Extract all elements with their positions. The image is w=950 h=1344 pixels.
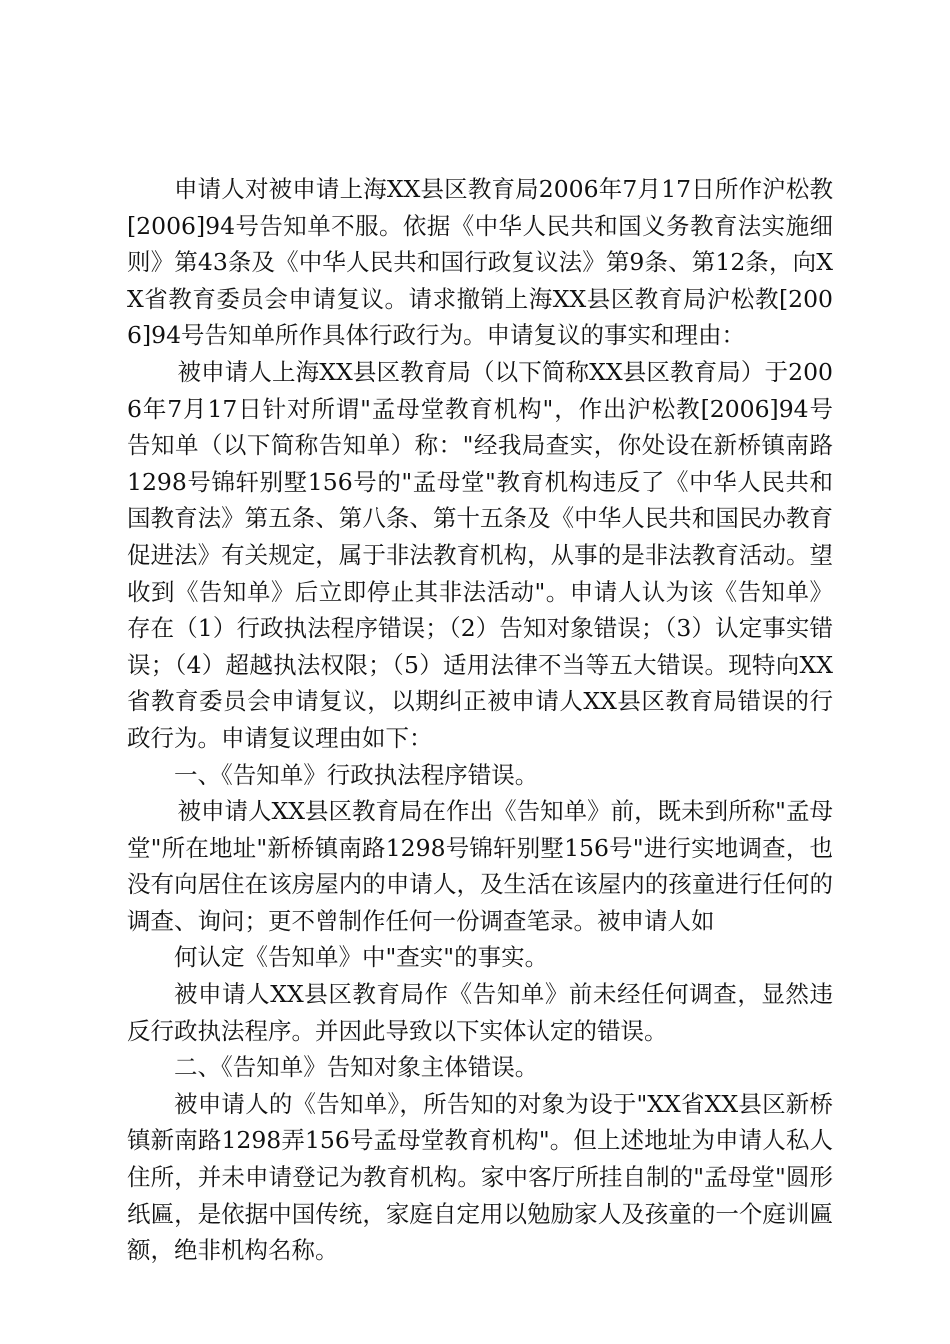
section-heading-2: 二、《告知单》告知对象主体错误。 xyxy=(174,1053,539,1082)
paragraph-subject: 被申请人的《告知单》，所告知的对象为设于"XX省XX县区新桥镇新南路1298弄156号孟母堂教育机构"。但上述地址为申请人私人住所，并未申请登记为教育机构。家中客厅所挂自制的"孟母堂"圆形纸匾，是依据中国传统，家庭自定用以勉励家人及孩童的一个庭训匾额，绝非机构名称。 xyxy=(127,1089,833,1265)
section-heading-1: 一、《告知单》行政执法程序错误。 xyxy=(174,760,539,789)
paragraph-facts: 被申请人上海XX县区教育局（以下简称XX县区教育局）于2006年7月17日针对所谓"孟母堂教育机构"，作出沪松教[2006]94号告知单（以下简称告知单）称："经我局查实，你处设在新桥镇南路1298号锦轩别墅156号的"孟母堂"教育机构违反了《中华人民共和国教育法》第五条、第八条、第十五条及《中华人民共和国民办教育促进法》有关规定，属于非法教育机构，从事的是非法教育活动。望收到《告知单》后立即停止其非法活动"。申请人认为该《告知单》存在（1）行政执法程序错误；（2）告知对象错误；（3）认定事实错误；（4）超越执法权限；（5）适用法律不当等五大错误。现特向XX省教育委员会申请复议，以期纠正被申请人XX县区教育局错误的行政行为。申请复议理由如下： xyxy=(127,357,833,752)
paragraph-procedure: 被申请人XX县区教育局在作出《告知单》前，既未到所称"孟母堂"所在地址"新桥镇南路1298号锦轩别墅156号"进行实地调查，也没有向居住在该房屋内的申请人，及生活在该屋内的孩童进行任何的调查、询问；更不曾制作任何一份调查笔录。被申请人如 xyxy=(127,797,833,935)
paragraph-procedure-cont: 何认定《告知单》中"查实"的事实。 xyxy=(174,943,549,972)
paragraph-procedure-conclusion: 被申请人XX县区教育局作《告知单》前未经任何调查，显然违反行政执法程序。并因此导致以下实体认定的错误。 xyxy=(127,980,833,1045)
document-body xyxy=(127,171,833,1269)
paragraph-intro: 申请人对被申请上海XX县区教育局2006年7月17日所作沪松教[2006]94号告知单不服。依据《中华人民共和国义务教育法实施细则》第43条及《中华人民共和国行政复议法》第9条、第12条，向XX省教育委员会申请复议。请求撤销上海XX县区教育局沪松教[2006]94号告知单所作具体行政行为。申请复议的事实和理由： xyxy=(127,175,833,350)
